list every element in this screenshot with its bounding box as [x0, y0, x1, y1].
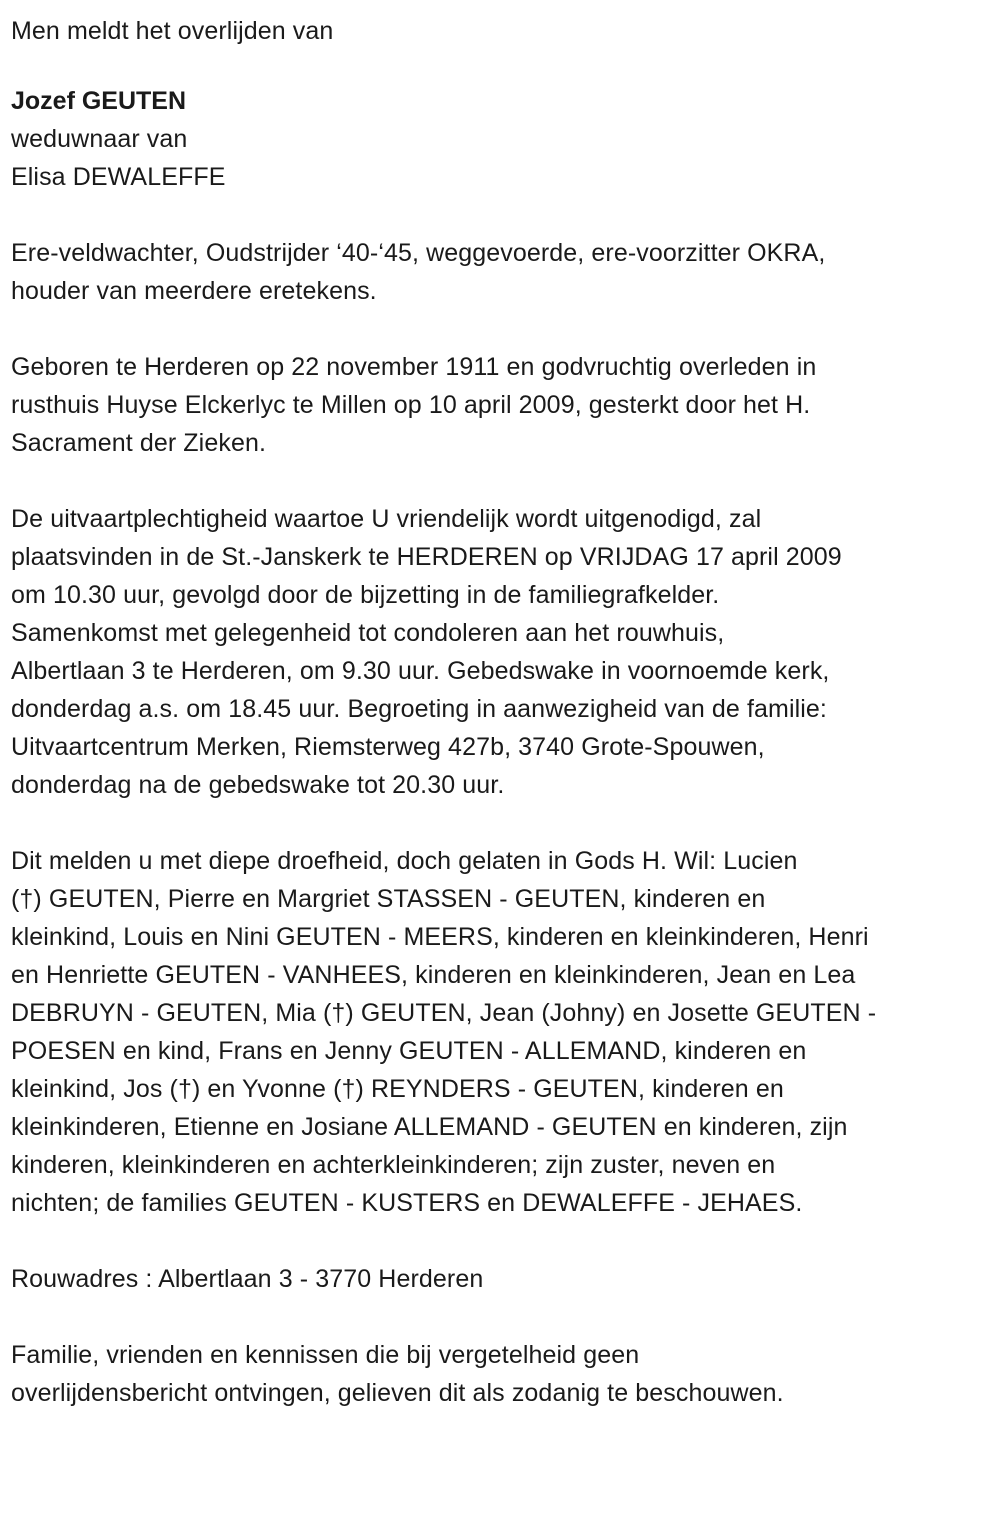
funeral-details-line: om 10.30 uur, gevolgd door de bijzetting in de familiegrafkelder. [11, 581, 720, 609]
family-survivors-line: (†) GEUTEN, Pierre en Margriet STASSEN - GEUTEN, kinderen en [11, 885, 766, 913]
deceased-name: Jozef GEUTEN [11, 87, 187, 115]
family-survivors-line: kleinkind, Louis en Nini GEUTEN - MEERS, kinderen en kleinkinderen, Henri [11, 923, 869, 951]
mourning-address-line: Rouwadres : Albertlaan 3 - 3770 Herderen [11, 1265, 484, 1293]
family-survivors-line: POESEN en kind, Frans en Jenny GEUTEN - ALLEMAND, kinderen en [11, 1037, 807, 1065]
family-survivors-line: kinderen, kleinkinderen en achterkleinkinderen; zijn zuster, neven en [11, 1151, 776, 1179]
deceased-relation-label: weduwnaar van [11, 125, 188, 153]
family-survivors-line: nichten; de families GEUTEN - KUSTERS en DEWALEFFE - JEHAES. [11, 1189, 803, 1217]
life-dates-line: rusthuis Huyse Elckerlyc te Millen op 10 april 2009, gesterkt door het H. [11, 391, 811, 419]
funeral-details-line: Albertlaan 3 te Herderen, om 9.30 uur. Gebedswake in voornoemde kerk, [11, 657, 830, 685]
closing-note-line: overlijdensbericht ontvingen, gelieven dit als zodanig te beschouwen. [11, 1379, 784, 1407]
honours-block [11, 234, 996, 310]
announcement-opening-line: Men meldt het overlijden van [11, 17, 334, 45]
funeral-details-block [11, 500, 996, 804]
mourning-address-block [11, 1260, 996, 1298]
funeral-details-line: donderdag a.s. om 18.45 uur. Begroeting in aanwezigheid van de familie: [11, 695, 827, 723]
funeral-details-line: De uitvaartplechtigheid waartoe U vriendelijk wordt uitgenodigd, zal [11, 505, 762, 533]
closing-note-block [11, 1336, 996, 1412]
life-dates-line: Geboren te Herderen op 22 november 1911 en godvruchtig overleden in [11, 353, 817, 381]
family-survivors-line: en Henriette GEUTEN - VANHEES, kinderen en kleinkinderen, Jean en Lea [11, 961, 856, 989]
funeral-details-line: Samenkomst met gelegenheid tot condoleren aan het rouwhuis, [11, 619, 725, 647]
family-survivors-line: Dit melden u met diepe droefheid, doch gelaten in Gods H. Wil: Lucien [11, 847, 798, 875]
family-survivors-line: kleinkind, Jos (†) en Yvonne (†) REYNDERS - GEUTEN, kinderen en [11, 1075, 784, 1103]
family-survivors-line: DEBRUYN - GEUTEN, Mia (†) GEUTEN, Jean (Johny) en Josette GEUTEN - [11, 999, 877, 1027]
deceased-spouse-name: Elisa DEWALEFFE [11, 163, 226, 191]
announcement-block [11, 12, 996, 50]
family-survivors-line: kleinkinderen, Etienne en Josiane ALLEMAND - GEUTEN en kinderen, zijn [11, 1113, 848, 1141]
honours-line: houder van meerdere eretekens. [11, 277, 377, 305]
life-dates-block [11, 348, 996, 462]
funeral-details-line: donderdag na de gebedswake tot 20.30 uur. [11, 771, 505, 799]
funeral-details-line: plaatsvinden in de St.-Janskerk te HERDEREN op VRIJDAG 17 april 2009 [11, 543, 842, 571]
funeral-details-line: Uitvaartcentrum Merken, Riemsterweg 427b, 3740 Grote-Spouwen, [11, 733, 765, 761]
deceased-block [11, 82, 996, 196]
closing-note-line: Familie, vrienden en kennissen die bij vergetelheid geen [11, 1341, 640, 1369]
family-survivors-block [11, 842, 996, 1222]
honours-line: Ere-veldwachter, Oudstrijder ‘40-‘45, weggevoerde, ere-voorzitter OKRA, [11, 239, 826, 267]
life-dates-line: Sacrament der Zieken. [11, 429, 266, 457]
